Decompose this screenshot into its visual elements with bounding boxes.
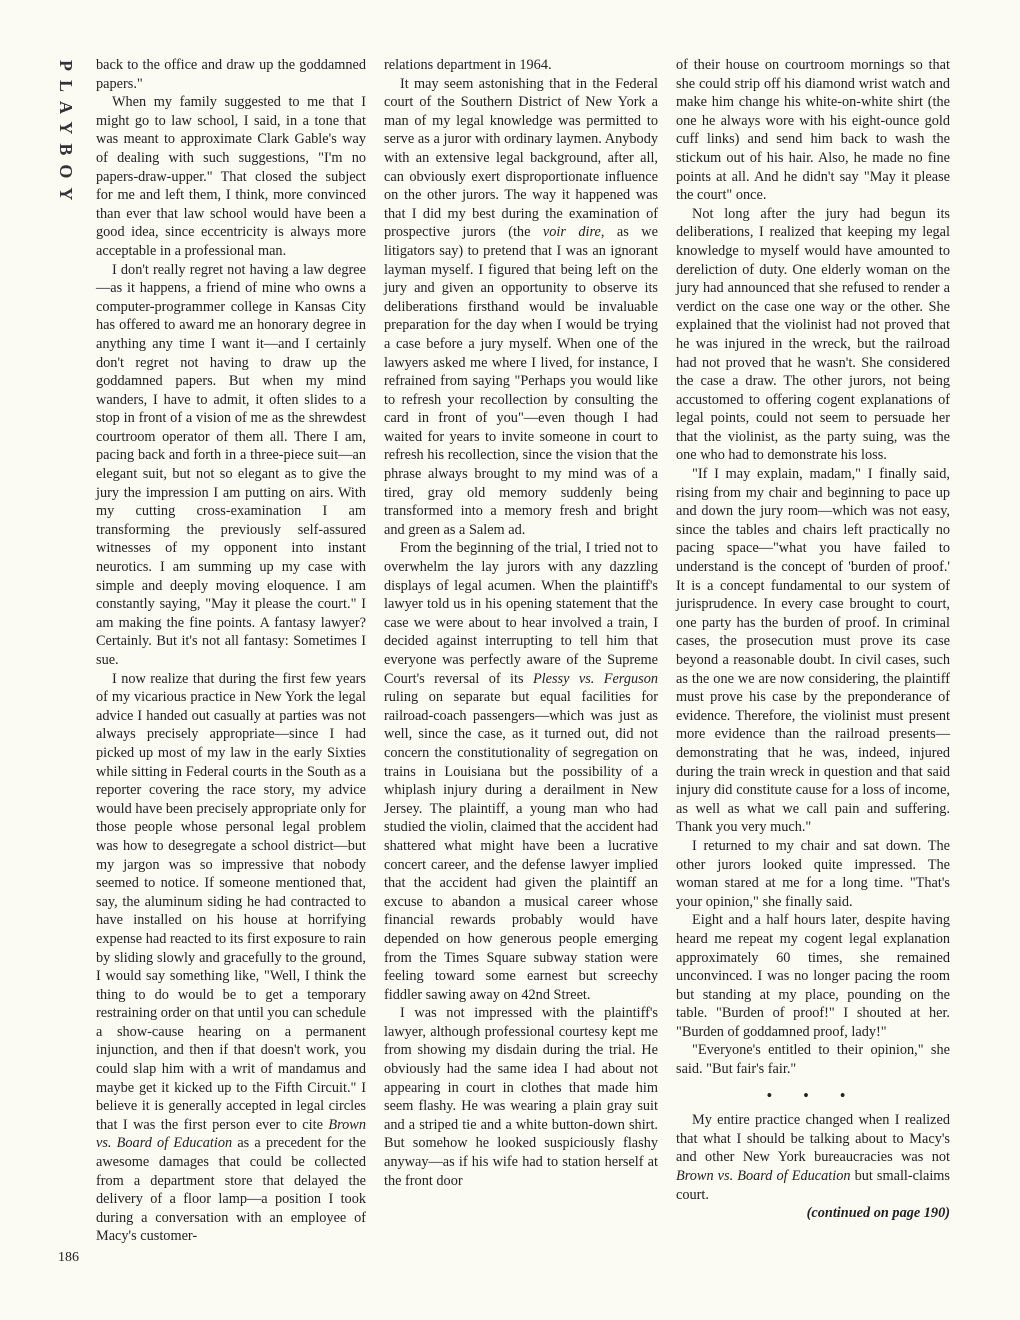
paragraph: "Everyone's entitled to their opinion," she said. "But fair's fair." (676, 1042, 950, 1078)
paragraph: I returned to my chair and sat down. The other jurors looked quite impressed. The woman stared at me for a long time. "That's your opinion," she finally said. (676, 837, 950, 910)
case-citation: Brown vs. Board of Education (96, 1116, 366, 1152)
text-column-2 (384, 56, 658, 1190)
paragraph: "If I may explain, madam," I finally said, rising from my chair and beginning to pace up and down the jury room—which was not easy, since the tables and chairs left practically no pacing space—"what you have failed to understand is the concept of 'burden of proof.' It is a concept fundamental to our system of jurisprudence. In every case brought to court, one party has the burden of proof. In criminal cases, the prosecution must prove its case beyond a reasonable doubt. In civil cases, such as the one we are now considering, the plaintiff must prove his case by the preponderance of evidence. Therefore, the violinist must present more evidence than the railroad presents—demonstrating that he was, indeed, injured during the train wreck in question and that said injury did constitute cause for a loss of income, as well as what we call pain and suffering. Thank you very much." (676, 466, 950, 836)
paragraph (676, 1111, 950, 1204)
text-column-1 (96, 56, 366, 1246)
masthead-text: PLAYBOY (56, 60, 76, 210)
paragraph: relations department in 1964. (384, 57, 552, 73)
paragraph-text: as a precedent for the awesome damages that could be collected from a department store that delayed the delivery of a floor lamp—a position I took during a conversation with an employee of Macy's customer- (96, 1135, 367, 1245)
paragraph (96, 670, 366, 1246)
paragraph (384, 539, 658, 1004)
paragraph-text: From the beginning of the trial, I tried not to overwhelm the lay jurors with any dazzling displays of legal acumen. When the plaintiff's lawyer told us in his opening statement that the case we were about to hear involved a train, I decided against interrupting to tell him that everyone was perfectly aware of the Supreme Court's reversal of its (384, 540, 658, 687)
section-break-dots: • • • (766, 1087, 860, 1104)
paragraph: of their house on courtroom mornings so that she could strip off his diamond wrist watch and make him change his white-on-white shirt (the one he always wore with his eight-ounce gold cuff links) and send him back to wash the stickum out of his hair. Also, he made no fine points at all. And he didn't say "May it please the court" once. (676, 57, 950, 204)
paragraph-text: but small-claims court. (676, 1168, 950, 1203)
page-number: 186 (58, 1250, 79, 1265)
paragraph: I was not impressed with the plaintiff's lawyer, although professional courtesy kept me from showing my disdain during the trial. He obviously had the same idea I had about not appearing in court in clothes that made him seem flashy. He was wearing a plain gray suit and a striped tie and a white button-down shirt. But somehow he looked suspiciously flashy anyway—as if his wife had to station herself at the front door (384, 1005, 658, 1189)
paragraph-text: My entire practice changed when I realized that what I should be talking about to Macy's and other New York bureaucracies was not (676, 1112, 950, 1166)
paragraph-text: , as we litigators say) to pretend that I was an ignorant layman myself. I figured that being left on the jury and given an opportunity to observe its deliberations firsthand would be invaluable preparation for the day when I would be trying a case before a jury myself. When one of the lawyers asked me where I lived, for instance, I refrained from saying "Perhaps you would like to refresh your recollection by consulting the card in front of you"—even though I had waited for years to invite someone in court to refresh his recollection, since the vision that the phrase always brought to my mind was of a tired, gray old memory suddenly being transformed into a memory fresh and bright and green as a Salem ad. (384, 224, 658, 538)
paragraph-text: I now realize that during the first few years of my vicarious practice in New York the legal advice I handed out casually at parties was not always precisely appropriate—since I had picked up most of my law in the early Sixties while sitting in Federal courts in the South as a reporter covering the race story, my advice would have been precisely appropriate only for those people whose personal legal problem was how to desegregate a school district—but my jargon was so impressive that nobody seemed to notice. If someone mentioned that, say, the aluminum siding he had contracted to have installed on his house at horrifying expense had reacted to its first exposure to rain by sliding slowly and gracefully to the ground, I would say something like, "Well, I think the thing to do would be to get a temporary restraining order on that until you can schedule a show-cause hearing on a permanent injunction, and then if that doesn't work, you could slap him with a writ of mandamus and maybe get it kicked up to the Fifth Circuit." I believe it is generally accepted in legal circles that I was the first person ever to cite (96, 670, 366, 1133)
paragraph: Not long after the jury had begun its deliberations, I realized that keeping my legal knowledge to myself would have amounted to dereliction of duty. One elderly woman on the jury had announced that she refused to render a verdict on the case one way or the other. She explained that the violinist had not proved that he was injured in the wreck, but the railroad had not proved that he wasn't. She considered the case a draw. The other jurors, not being accustomed to offering cogent explanations of legal points, could not seem to persuade her that the violinist, as the party suing, was the one who had to demonstrate his loss. (676, 205, 950, 464)
case-citation: Plessy vs. Ferguson (532, 670, 658, 687)
paragraph-text: ruling on separate but equal facilities for railroad-coach passengers—which was just as well, since the case, as it turned out, did not concern the constitutionality of segregation on trains in Louisiana but the possibility of a whiplash injury during a derailment in New Jersey. The plaintiff, a young man who had studied the violin, claimed that the accident had shattered what might have been a lucrative concert career, and the defense lawyer implied that the accident had given the plaintiff an excuse to abandon a musical career whose financial rewards probably would have depended on how generous people emerging from the Times Square subway station were feeling toward some earnest but screechy fiddler sawing away on 42nd Street. (384, 689, 658, 1003)
paragraph: When my family suggested to me that I might go to law school, I said, in a tone that was meant to approximate Clark Gable's way of dealing with such suggestions, "I'm no papers-draw-upper." That closed the subject for me and left them, I think, more convinced than ever that law school would have been a good idea, since eccentricity is always more acceptable in a professional man. (96, 94, 366, 259)
paragraph (384, 75, 658, 540)
continued-note: (continued on page 190) (806, 1205, 950, 1222)
paragraph-text: It may seem astonishing that in the Federal court of the Southern District of New York a man of my legal knowledge was permitted to serve as a juror with ordinary laymen. Anybody with an extensive legal background, after all, can obviously exert disproportionate influence on the other jurors. The way it happened was that I did my best during the examination of prospective jurors (the (384, 75, 658, 241)
paragraph: I don't really regret not having a law degree—as it happens, a friend of mine who owns a computer-programmer college in Kansas City has offered to award me an honorary degree in anything any time I want it—and I certainly don't regret not having to draw up the goddamned papers. But when my mind wanders, I have to admit, it often slides to a stop in front of a vision of me as the shrewdest courtroom operator of them all. There I am, pacing back and forth in a three-piece suit—an elegant suit, but not so elegant as to give the jury the impression I am putting on airs. With my cutting cross-examination I am transforming the previously self-assured witnesses of my opponent into instant neurotics. I am summing up my case with simple and deeply moving eloquence. I am constantly saying, "May it please the court." I am making the fine points. A fantasy lawyer? Certainly. But it's not all fantasy: Sometimes I sue. (96, 261, 366, 668)
playboy-masthead (52, 60, 82, 220)
case-citation: Brown vs. Board of Education (676, 1168, 851, 1185)
legal-term: voir dire (542, 224, 601, 241)
paragraph: back to the office and draw up the goddamned papers." (96, 57, 366, 92)
paragraph: Eight and a half hours later, despite having heard me repeat my cogent legal explanation approximately 60 times, she remained unconvinced. I was no longer pacing the room but standing at my place, pounding on the table. "Burden of proof!" I shouted at her. "Burden of goddamned proof, lady!" (676, 912, 950, 1040)
text-column-3 (676, 56, 950, 1223)
